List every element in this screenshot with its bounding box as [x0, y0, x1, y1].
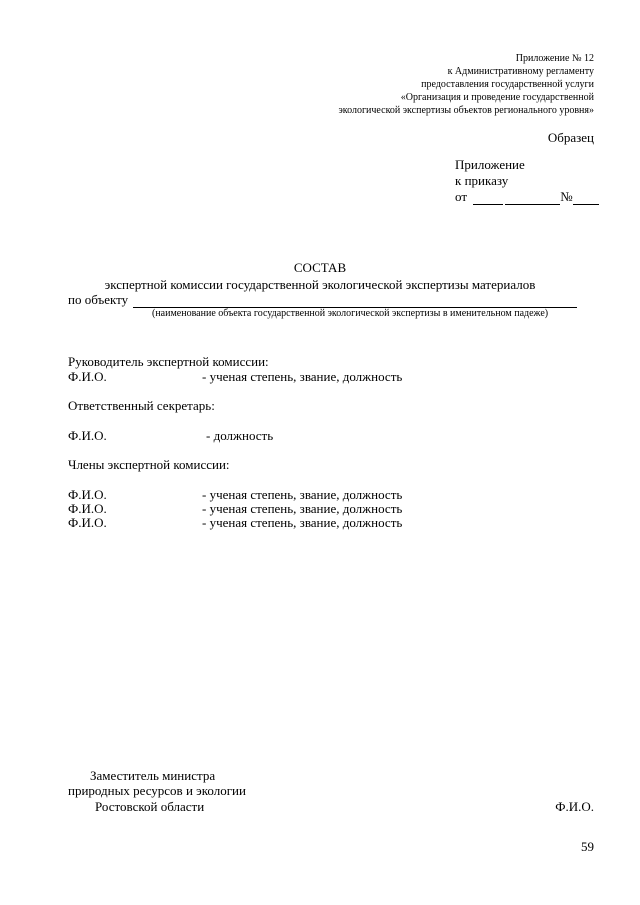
head-name: Ф.И.О.: [68, 369, 107, 384]
secretary-name: Ф.И.О.: [68, 428, 107, 443]
order-reference-label: к приказу: [455, 173, 509, 188]
secretary-title: Ответственный секретарь:: [68, 398, 215, 413]
object-label: по объекту: [68, 292, 129, 307]
header-line-appendix: Приложение № 12: [515, 53, 594, 64]
header-line-service: предоставления государственной услуги: [421, 79, 594, 90]
object-name-blank: [133, 292, 577, 308]
signature-name: Ф.И.О.: [555, 799, 594, 814]
header-line-regulation: к Административному регламенту: [447, 66, 594, 77]
signature-position-line1: Заместитель министра: [90, 768, 216, 783]
member-name: Ф.И.О.: [68, 501, 107, 516]
object-line: [68, 292, 577, 308]
object-hint: (наименование объекта государственной экологической экспертизы в именительном падеже): [152, 308, 549, 319]
document-title: СОСТАВ: [293, 260, 347, 275]
member-role: - ученая степень, звание, должность: [202, 487, 403, 502]
sample-label: Образец: [547, 130, 594, 145]
order-from-label: от: [455, 189, 468, 204]
signature-position-line2: природных ресурсов и экологии: [68, 783, 246, 798]
order-number-label: №: [560, 189, 573, 204]
member-name: Ф.И.О.: [68, 515, 107, 530]
header-line-expertise: экологической экспертизы объектов регионального уровня»: [338, 105, 594, 116]
order-appendix-label: Приложение: [455, 157, 525, 172]
head-title: Руководитель экспертной комиссии:: [68, 354, 269, 369]
document-subtitle: экспертной комиссии государственной экологической экспертизы материалов: [104, 277, 536, 292]
secretary-role: - должность: [206, 428, 274, 443]
head-role: - ученая степень, звание, должность: [202, 369, 403, 384]
order-date-line: [455, 189, 599, 205]
member-role: - ученая степень, звание, должность: [202, 501, 403, 516]
order-day-blank: [473, 189, 503, 205]
members-title: Члены экспертной комиссии:: [68, 457, 230, 472]
header-line-organization: «Организация и проведение государственной: [400, 92, 594, 103]
member-role: - ученая степень, звание, должность: [202, 515, 403, 530]
order-number-blank: [573, 189, 599, 205]
page-number: 59: [581, 839, 594, 854]
order-date-blank: [505, 189, 560, 205]
member-name: Ф.И.О.: [68, 487, 107, 502]
signature-position-line3: Ростовской области: [95, 799, 205, 814]
